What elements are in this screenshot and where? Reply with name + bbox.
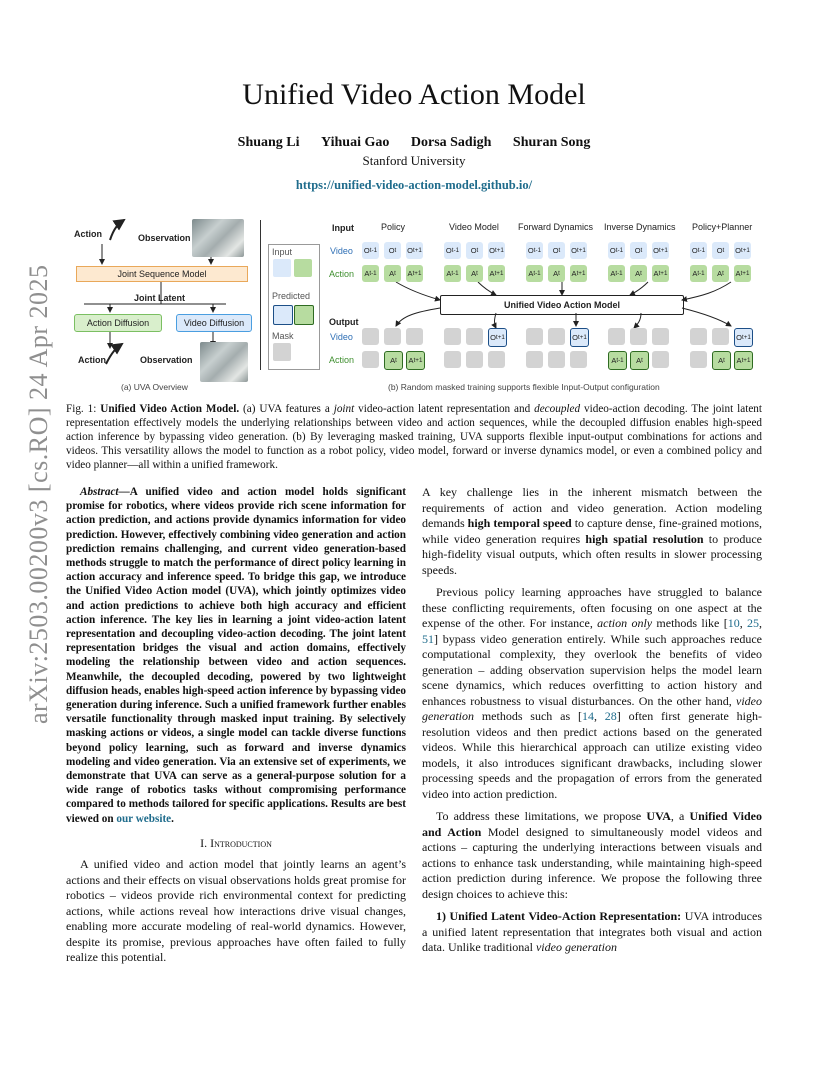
token-mask (384, 328, 401, 345)
token-action: A t-1 (526, 265, 543, 282)
right-column (422, 485, 762, 956)
citation-link[interactable]: 28 (604, 709, 617, 723)
caption-italic: decoupled (534, 403, 581, 415)
text: A key challenge lies in the inherent mismatch between the requirements of action and video generation. Action modeling demands (422, 485, 762, 530)
author: Yihuai Gao (321, 135, 390, 150)
token-mask (570, 351, 587, 368)
author: Shuang Li (237, 135, 300, 150)
token-video-predicted: O t+1 (734, 328, 753, 347)
token-action: A t+1 (406, 265, 423, 282)
token-action: A t (630, 265, 647, 282)
italic-text: video generation (535, 940, 617, 954)
arxiv-side-label: arXiv:2503.00200v3 [cs.RO] 24 Apr 2025 (24, 264, 53, 724)
text: to produce high-fidelity visual outputs, which often results in slower processing speeds. (422, 531, 762, 577)
group-title-video-model: Video Model (449, 222, 499, 232)
left-column (66, 485, 406, 966)
paragraph (422, 485, 762, 578)
token-mask (362, 351, 379, 368)
caption-lead: Fig. 1: (66, 403, 101, 415)
citation-link[interactable]: 14 (581, 709, 594, 723)
bold-text: high spatial resolution (585, 531, 704, 546)
fig-observation-label: Observation (138, 233, 191, 243)
token-mask (690, 351, 707, 368)
token-video: O t-1 (690, 242, 707, 259)
text: To address these limitations, we propose (436, 809, 647, 823)
token-video: O t+1 (570, 242, 587, 259)
citation-link[interactable]: 51 (422, 631, 434, 646)
intro-paragraph: A unified video and action model that jointly learns an agent’s actions and their effects on visual observations holds great promise for robotics – videos provide rich environmental context for predicting actions, while actions reveal how interactions drive visual changes, enabling more accurate modeling of real-world dynamics. However, despite its promise, previous approaches have often failed to fully realize this potential. (66, 857, 406, 965)
legend-input-swatch (294, 259, 312, 277)
legend-predicted-label: Predicted (272, 291, 311, 301)
caption-text: video-action decoding. The joint latent representation effectively models the underlying relationships between video and action sequences, while the decoupled diffusion enables high-speed action inference by bypassing video generation. (b) By leveraging masked training, UVA supports flexible input-output combinations for actions and videos. This versatility allows the model to function as a robot policy, video model, forward or inverse dynamics model, or even a combined policy and video planner—all within a unified framework. (66, 403, 762, 471)
row-label-action: Action (329, 269, 355, 279)
abstract-end: . (171, 812, 174, 825)
abstract (66, 485, 406, 826)
caption-text: video-action latent representation and (354, 403, 535, 415)
token-mask (466, 351, 483, 368)
row-label-input: Input (332, 223, 354, 233)
row-label-output: Output (329, 317, 359, 327)
token-action-predicted: A t (712, 351, 731, 370)
token-video: O t-1 (444, 242, 461, 259)
token-video: O t-1 (526, 242, 543, 259)
figure-legend (268, 244, 320, 370)
token-video: O t-1 (608, 242, 625, 259)
caption-italic: joint (333, 403, 355, 415)
token-mask (690, 328, 707, 345)
token-action: A t+1 (570, 265, 587, 282)
paragraph (422, 909, 762, 956)
token-action-predicted: A t (384, 351, 403, 370)
text: methods like [ (652, 616, 728, 630)
token-action: A t-1 (362, 265, 379, 282)
website-link[interactable]: our website (116, 812, 172, 825)
fig-action-out-label: Action (78, 355, 106, 365)
row-label-action-out: Action (329, 355, 355, 365)
token-action-predicted: A t-1 (608, 351, 627, 370)
token-video-predicted: O t+1 (488, 328, 507, 347)
bold-text: UVA (646, 809, 671, 823)
text: methods such as [ (474, 709, 582, 723)
figure-1 (66, 216, 766, 396)
legend-predicted-swatch (294, 305, 314, 325)
token-action: A t+1 (652, 265, 669, 282)
bold-text: Unified Video and Action (422, 809, 762, 839)
section-heading: I. Introduction (200, 835, 272, 850)
row-label-video: Video (330, 246, 353, 256)
token-video: O t (630, 242, 647, 259)
action-diffusion-box: Action Diffusion (74, 314, 162, 332)
bold-text: 1) Unified Latent Video-Action Representation: (436, 909, 682, 923)
legend-mask-label: Mask (272, 331, 294, 341)
token-action: A t+1 (734, 265, 751, 282)
token-action-predicted: A t+1 (734, 351, 753, 370)
text: , a (670, 809, 690, 823)
text: UVA introduces a unified latent representation that integrates both visual and action data. Unlike traditional (422, 909, 763, 954)
project-url[interactable]: https://unified-video-action-model.github.io/ (295, 178, 533, 192)
token-video: O t (548, 242, 565, 259)
caption-text: (a) UVA features a (239, 403, 334, 415)
citation-link[interactable]: 10 (727, 616, 740, 630)
fig-observation-out-label: Observation (140, 355, 193, 365)
group-title-inverse-dynamics: Inverse Dynamics (604, 222, 676, 232)
token-mask (608, 328, 625, 345)
text: ] bypass video generation entirely. While such approaches reduce computational complexity, they overlook the benefits of video generation – adding observation supervision helps the model learn scene dynamics, which reduces overfitting to action history and enhances robustness to visual disturbances. On the other hand, (422, 631, 762, 708)
text: Previous policy learning approaches have struggled to balance these conflicting requirements, often focusing on one aspect at the expense of the other. For instance, (422, 585, 762, 630)
token-action: A t-1 (690, 265, 707, 282)
token-mask (548, 328, 565, 345)
legend-input-label: Input (272, 247, 293, 257)
italic-text: video generation (422, 693, 762, 723)
abstract-label: Abstract (80, 486, 119, 498)
token-video: O t (466, 242, 483, 259)
token-video: O t+1 (734, 242, 751, 259)
token-video: O t-1 (362, 242, 379, 259)
author: Dorsa Sadigh (410, 135, 492, 150)
token-mask (526, 351, 543, 368)
token-video: O t+1 (488, 242, 505, 259)
italic-text: action only (597, 616, 653, 630)
joint-latent-label: Joint Latent (134, 293, 185, 303)
paragraph: Previous policy learning approaches have struggled to balance these conflicting requirements, often focusing on one aspect at the expense of the other. For instance, action only methods like [10, 25, 51] bypass video generation entirely. While such approaches reduce computational complexity, they overlook the benefits of video generation – adding observation supervision helps the model learn scene dynamics, which reduces overfitting to action history and enhances robustness to visual disturbances. On the other hand, video generation methods such as [14, 28] often first generate high-resolution videos and then predict actions based on the generated videos. While this hierarchical approach can utilize existing video models, it also introduces significant drawbacks, including slower processing speeds and the propagation of errors from the generated video into action prediction. (422, 585, 763, 801)
token-video: O t (712, 242, 729, 259)
token-mask (406, 328, 423, 345)
token-video: O t+1 (406, 242, 423, 259)
group-title-forward-dynamics: Forward Dynamics (518, 222, 594, 232)
text: to capture dense, fine-grained motions, while video generation requires (422, 516, 762, 546)
video-diffusion-box: Video Diffusion (176, 314, 252, 332)
token-action: A t (466, 265, 483, 282)
token-mask (444, 351, 461, 368)
token-video: O t (384, 242, 401, 259)
group-title-policy: Policy (381, 222, 406, 232)
token-mask (712, 328, 729, 345)
legend-predicted-swatch (273, 305, 293, 325)
token-action: A t+1 (488, 265, 505, 282)
unified-model-box: Unified Video Action Model (440, 295, 684, 315)
row-label-video-out: Video (330, 332, 353, 342)
figure-caption (66, 402, 762, 472)
robot-scene-image (200, 342, 248, 382)
author-list (0, 135, 828, 151)
token-mask (444, 328, 461, 345)
robot-scene-image (192, 219, 244, 257)
token-action: A t-1 (444, 265, 461, 282)
fig-caption-a: (a) UVA Overview (121, 382, 188, 392)
affiliation: Stanford University (362, 153, 466, 168)
author: Shuran Song (512, 135, 591, 150)
joint-sequence-model-box: Joint Sequence Model (76, 266, 248, 282)
token-mask (466, 328, 483, 345)
token-action: A t (712, 265, 729, 282)
token-mask (526, 328, 543, 345)
token-mask (362, 328, 379, 345)
legend-input-swatch (273, 259, 291, 277)
token-action-predicted: A t (630, 351, 649, 370)
token-mask (652, 351, 669, 368)
abstract-body: —A unified video and action model holds significant promise for robotics, where videos provide rich scene information for action prediction, and actions provide dynamics information for video prediction. However, effectively combining video generation and action prediction remains challenging, and current video generation-based methods struggle to match the performance of direct policy learning in action accuracy and inference speed. To bridge this gap, we introduce the Unified Video Action model (UVA), which jointly optimizes video and action predictions to achieve both high accuracy and efficient action inference. The key lies in learning a joint video-action latent representation and decoupling video-action decoding. The joint latent representation bridges the visual and action domains, effectively modeling the relationship between video and action sequences. Meanwhile, the decoupled decoding, powered by two lightweight diffusion heads, enables high-speed action inference by bypassing video generation during inference. Such a unified framework further enables versatile functionality through masked input training. By selectively masking actions or videos, a single model can tackle diverse functions beyond policy learning, such as forward and inverse dynamics modeling and video generation. Via an extensive set of experiments, we demonstrate that UVA can serve as a general-purpose solution for a wide range of robotics tasks without compromising performance compared to methods tailored for specific applications. Results are best viewed on (66, 486, 406, 825)
token-action-predicted: A t+1 (406, 351, 425, 370)
token-action: A t-1 (608, 265, 625, 282)
group-title-policy-planner: Policy+Planner (692, 222, 753, 232)
token-mask (488, 351, 505, 368)
citation-link[interactable]: 25 (747, 616, 760, 630)
token-action: A t (384, 265, 401, 282)
fig-action-label: Action (74, 229, 102, 239)
token-action: A t (548, 265, 565, 282)
fig-caption-b: (b) Random masked training supports flexible Input-Output configuration (388, 382, 660, 392)
legend-mask-swatch (273, 343, 291, 361)
paragraph (422, 809, 762, 902)
text: ] often first generate high-resolution videos and then predict actions based on the generated videos. While this hierarchical approach can utilize existing video models, it also introduces significant drawbacks, including slower processing speeds and the propagation of errors from the generated video into action prediction. (422, 709, 762, 801)
caption-bold: Unified Video Action Model. (100, 403, 240, 415)
paper-title: Unified Video Action Model (242, 78, 586, 111)
token-mask (652, 328, 669, 345)
token-mask (630, 328, 647, 345)
bold-text: high temporal speed (467, 516, 572, 530)
token-video-predicted: O t+1 (570, 328, 589, 347)
token-mask (548, 351, 565, 368)
figure-divider (260, 220, 261, 370)
token-video: O t+1 (652, 242, 669, 259)
text: Model designed to simultaneously model videos and actions – capturing the underlying interactions between visuals and actions to enhance task understanding, while maintaining high-speed action prediction during inference. We propose the following three design choices to achieve this: (422, 824, 762, 901)
